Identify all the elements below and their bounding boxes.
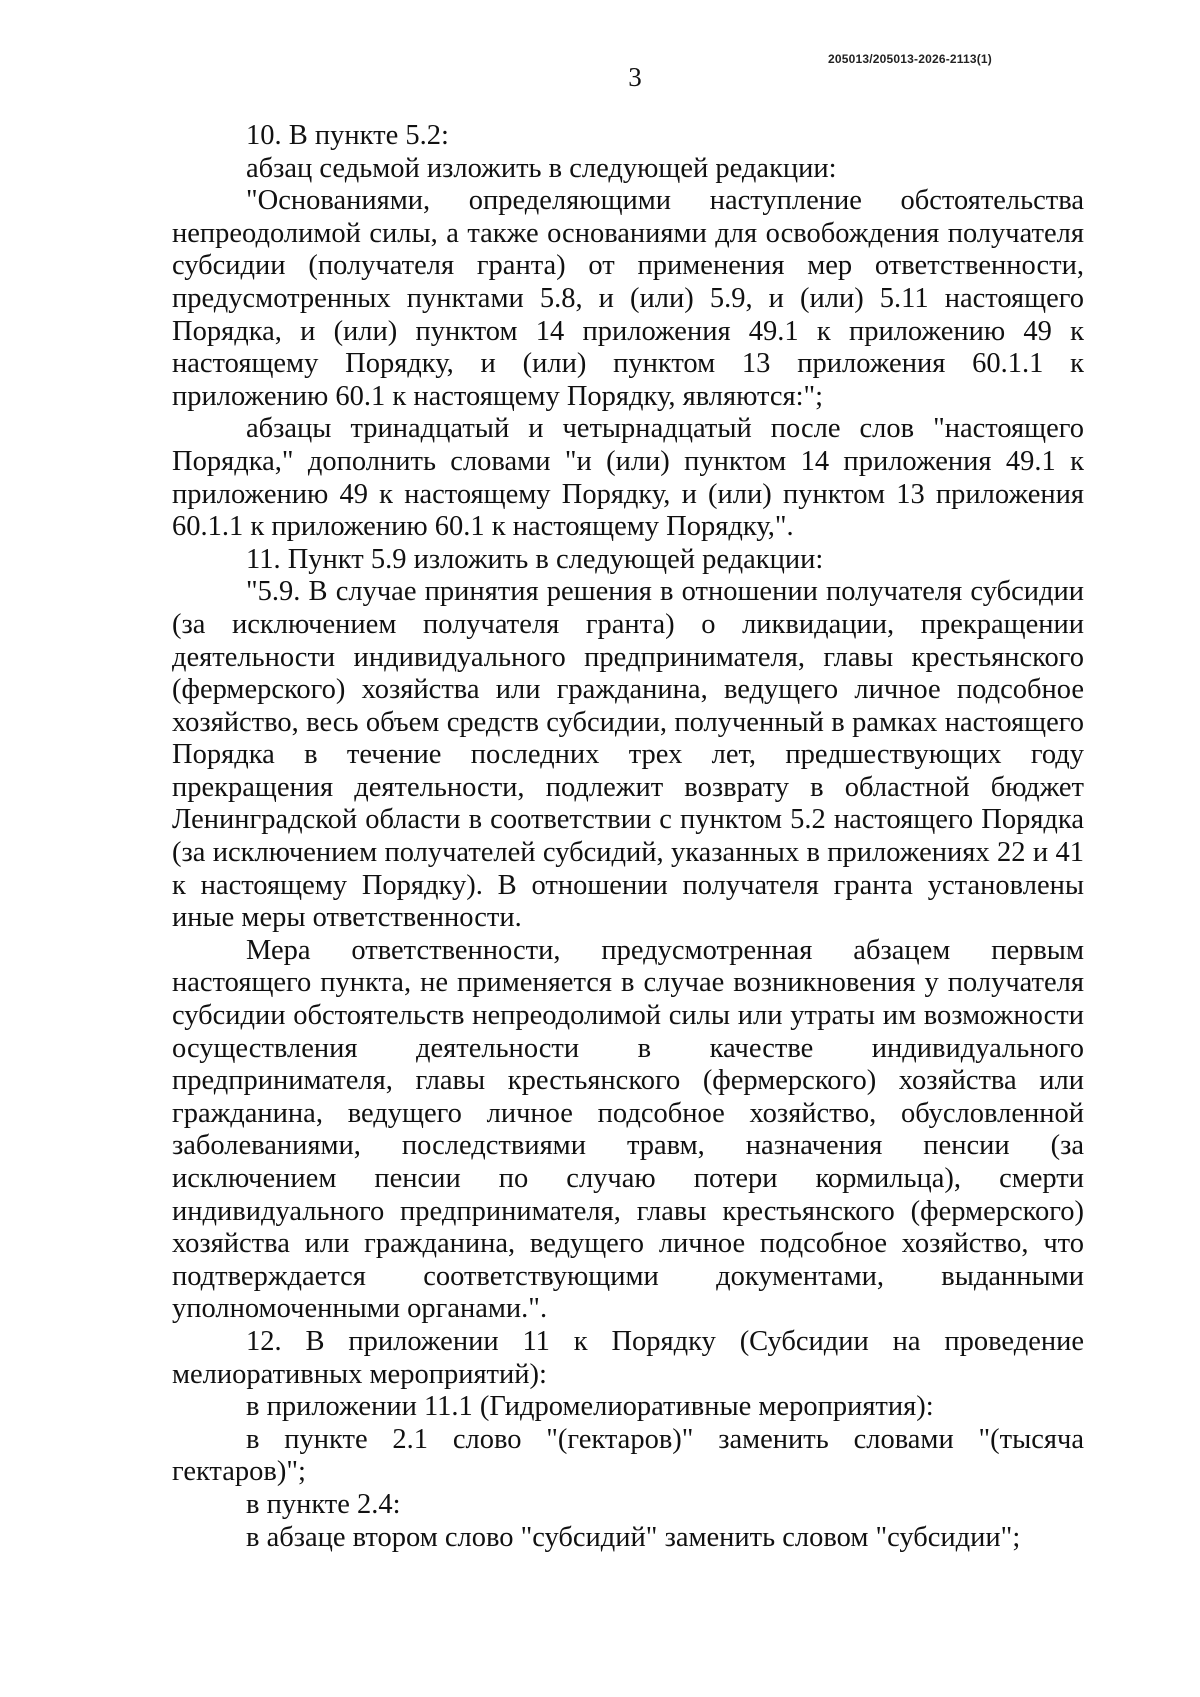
paragraph-clause-2-1: в пункте 2.1 слово "(гектаров)" заменить словами "(тысяча гектаров)"; (172, 1423, 1084, 1488)
paragraph-item-10-heading: 10. В пункте 5.2: (246, 120, 449, 151)
paragraph-item-12-heading: 12. В приложении 11 к Порядку (Субсидии на проведение мелиоративных мероприятий): (172, 1325, 1084, 1390)
paragraph-force-majeure-grounds: "Основаниями, определяющими наступление обстоятельства непреодолимой силы, а также основаниями для освобождения получателя субсидии (получателя гранта) от применения мер ответственности, предусмотренных пунктами 5.8, и (или) 5.9, и (или) 5.11 настоящего Порядка, и (или) пунктом 14 приложения 49.1 к приложению 49 к настоящему Порядку, и (или) пунктом 13 приложения 60.1.1 к приложению 60.1 к настоящему Порядку, являются:"; (172, 185, 1084, 412)
paragraph-appendix-11-1: в приложении 11.1 (Гидромелиоративные мероприятия): (246, 1391, 934, 1423)
document-body (172, 120, 1084, 1554)
paragraph-clause-5-9: "5.9. В случае принятия решения в отношении получателя субсидии (за исключением получателя гранта) о ликвидации, прекращении деятельности индивидуального предпринимателя, главы крестьянского (фермерского) хозяйства или гражданина, ведущего личное подсобное хозяйство, весь объем средств субсидии, полученный в рамках настоящего Порядка в течение последних трех лет, предшествующих году прекращения деятельности, подлежит возврату в областной бюджет Ленинградской области в соответствии с пунктом 5.2 настоящего Порядка (за исключением получателей субсидий, указанных в приложениях 22 и 41 к настоящему Порядку). В отношении получателя гранта установлены иные меры ответственности. (172, 576, 1084, 934)
paragraph-abzacy-13-14: абзацы тринадцатый и четырнадцатый после слов "настоящего Порядка," дополнить словами "и (или) пунктом 14 приложения 49.1 к приложению 49 к настоящему Порядку, и (или) пунктом 13 приложения 60.1.1 к приложению 60.1 к настоящему Порядку,". (172, 413, 1084, 543)
document-id: 205013/205013-2026-2113(1) (827, 52, 992, 66)
paragraph-abzac-second: в абзаце втором слово "субсидий" заменить словом "субсидии"; (246, 1521, 1021, 1553)
paragraph-seventh-abzac-instruction: абзац седьмой изложить в следующей редакции: (246, 152, 837, 184)
paragraph-item-11-heading: 11. Пункт 5.9 изложить в следующей редакции: (246, 543, 824, 575)
paragraph-responsibility-measure: Мера ответственности, предусмотренная абзацем первым настоящего пункта, не применяется в случае возникновения у получателя субсидии обстоятельств непреодолимой силы или утраты им возможности осуществления деятельности в качестве индивидуального предпринимателя, главы крестьянского (фермерского) хозяйства или гражданина, ведущего личное подсобное хозяйство, обусловленной заболеваниями, последствиями травм, назначения пенсии (за исключением пенсии по случаю потери кормильца), смерти индивидуального предпринимателя, главы крестьянского (фермерского) хозяйства или гражданина, ведущего личное подсобное хозяйство, что подтверждается соответствующими документами, выданными уполномоченными органами.". (172, 934, 1084, 1325)
paragraph-clause-2-4: в пункте 2.4: (246, 1488, 401, 1520)
page-number: 3 (628, 62, 642, 92)
